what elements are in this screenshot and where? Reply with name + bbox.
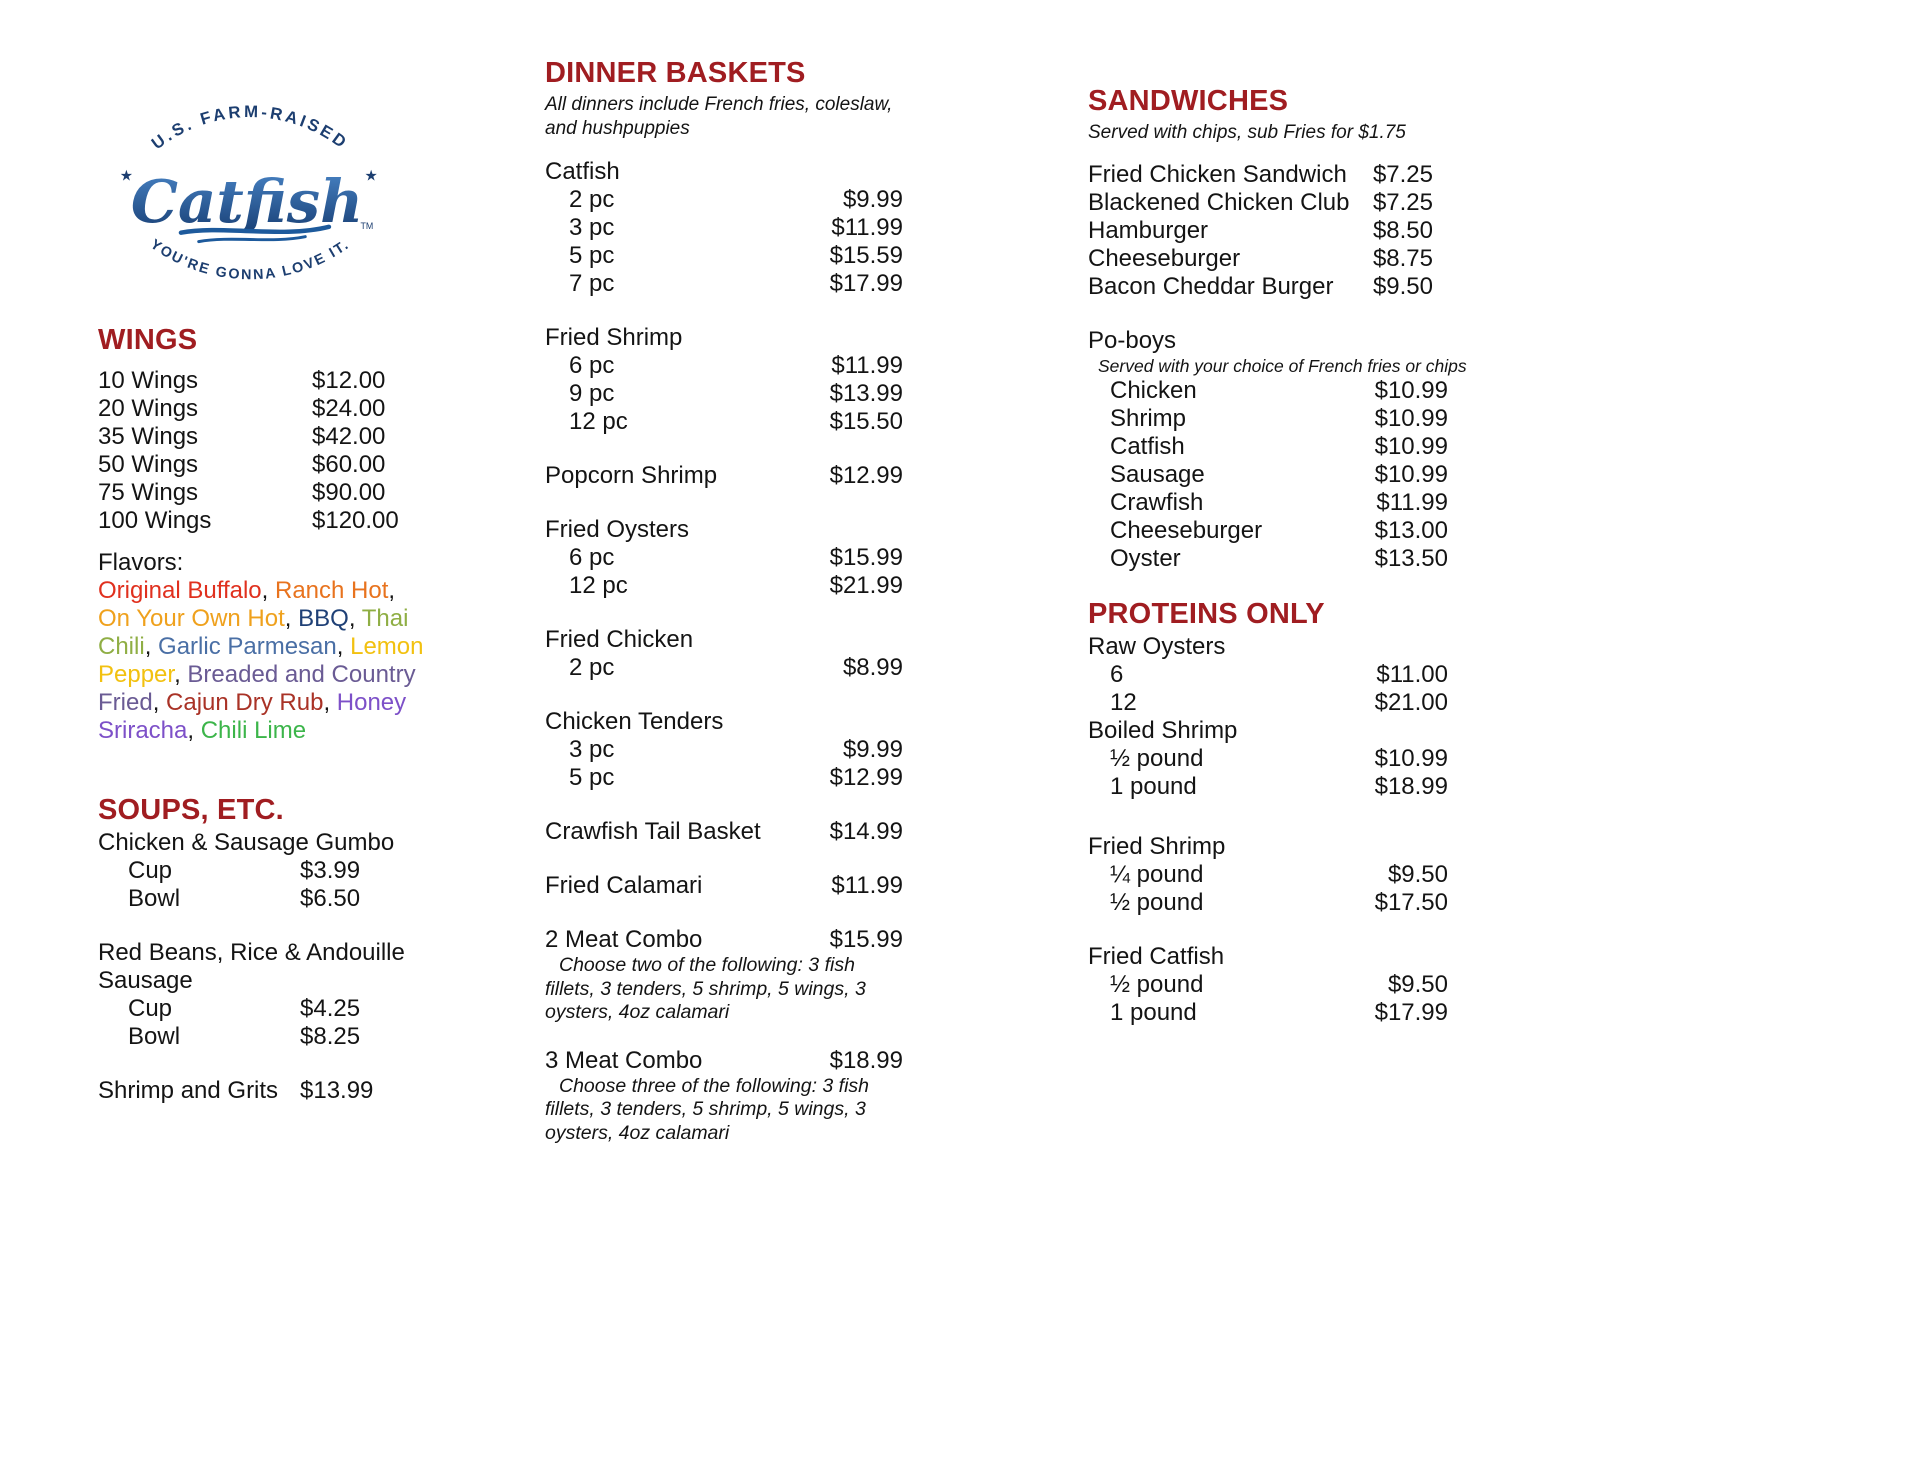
item-price: $8.75 [1372, 244, 1433, 272]
item-name: 3 Meat Combo [545, 1046, 703, 1074]
menu-row [545, 242, 903, 270]
item-name: 2 pc [569, 186, 615, 213]
flavor-name: Cajun Dry Rub [166, 689, 324, 716]
item-price: $13.99 [300, 1077, 374, 1104]
item-name: 12 [1110, 688, 1137, 716]
item-price: $12.99 [829, 764, 903, 791]
menu-row [1088, 273, 1448, 301]
item-price: $15.59 [829, 242, 903, 269]
item-name: 2 Meat Combo [545, 926, 703, 953]
menu-row [98, 1077, 436, 1105]
menu-row [545, 764, 903, 792]
item-name: Crawfish [1110, 488, 1204, 516]
menu-row [1088, 245, 1448, 273]
menu-row [1088, 405, 1448, 433]
item-price: $15.50 [829, 408, 903, 435]
right-column [1088, 84, 1467, 1027]
menu-row [545, 408, 903, 436]
item-price: $10.99 [1374, 376, 1448, 404]
menu-row [1088, 161, 1448, 189]
group-name: Fried Shrimp [545, 324, 683, 351]
item-price: $11.99 [831, 214, 903, 241]
flavor-name: Honey Sriracha [98, 689, 407, 744]
logo-wordmark: Catfish [130, 165, 364, 236]
menu-row [545, 380, 903, 408]
flavor-name: Original Buffalo [98, 577, 262, 604]
item-name: 12 pc [569, 572, 628, 599]
item-name: Catfish [1110, 432, 1185, 460]
group-name: Fried Catfish [1088, 942, 1225, 970]
item-name: 9 pc [569, 380, 615, 407]
group-name: Fried Chicken [545, 626, 694, 653]
item-price: $7.25 [1372, 188, 1433, 216]
menu-row [545, 462, 903, 490]
flavor-separator: , [261, 577, 275, 604]
item-name: Blackened Chicken Club [1088, 188, 1350, 216]
menu-row [1088, 189, 1448, 217]
menu-group [545, 158, 903, 298]
item-name: 6 [1110, 660, 1124, 688]
item-name: 3 pc [569, 214, 615, 241]
item-price: $7.25 [1372, 160, 1433, 188]
flavor-separator: , [348, 605, 362, 632]
menu-row [1088, 861, 1448, 889]
item-name: Bowl [128, 1023, 181, 1050]
group-name: Boiled Shrimp [1088, 716, 1238, 744]
item-name: Bowl [128, 885, 181, 912]
item-name: Cheeseburger [1110, 516, 1263, 544]
item-name: Oyster [1110, 544, 1181, 572]
item-name: Cup [128, 995, 173, 1022]
menu-row [98, 423, 436, 451]
section-soups [98, 793, 436, 1105]
flavor-name: Ranch Hot [275, 577, 389, 604]
item-name: Hamburger [1088, 216, 1209, 244]
item-name: ¼ pound [1110, 860, 1204, 888]
item-name: 6 pc [569, 352, 615, 379]
menu-group [98, 939, 436, 1051]
poboys-group [1088, 326, 1467, 573]
group-name: Raw Oysters [1088, 632, 1226, 660]
menu-row [1088, 545, 1448, 573]
flavor-separator: , [152, 689, 167, 716]
item-price: $11.99 [831, 872, 903, 899]
menu-row [545, 544, 903, 572]
item-name: 3 pc [569, 736, 615, 763]
star-icon: ★ [119, 168, 134, 185]
menu-row [545, 736, 903, 764]
item-name: 10 Wings [98, 367, 199, 394]
menu-row [545, 926, 903, 954]
flavor-separator: , [187, 717, 201, 744]
menu-row [98, 479, 436, 507]
section-dinner-baskets [545, 56, 903, 1145]
menu-row [545, 186, 903, 214]
menu-row [545, 872, 903, 900]
logo-tagline-top: U.S. FARM-RAISED [147, 102, 353, 154]
item-price: $120.00 [312, 507, 399, 534]
flavor-separator: , [336, 633, 351, 660]
item-price: $6.50 [300, 885, 361, 912]
menu-row [545, 214, 903, 242]
menu-row [545, 1047, 903, 1075]
group-name: Fried Oysters [545, 516, 690, 543]
flavor-separator: , [323, 689, 337, 716]
item-price: $8.99 [842, 654, 903, 681]
item-price: $90.00 [312, 479, 386, 506]
item-name: Sausage [1110, 460, 1205, 488]
item-price: $13.99 [829, 380, 903, 407]
item-price: $11.99 [1376, 488, 1448, 516]
logo-swoosh-icon [199, 237, 306, 242]
group-name: Po-boys [1088, 326, 1177, 354]
dinner-baskets-subtitle: All dinners include French fries, coleslaw, and hushpuppies [545, 94, 893, 139]
flavor-separator: , [174, 661, 188, 688]
trademark-symbol: TM [360, 220, 374, 231]
item-price: $10.99 [1374, 404, 1448, 432]
item-name: 5 pc [569, 764, 615, 791]
item-price: $17.50 [1374, 888, 1448, 916]
menu-group [1088, 633, 1448, 717]
item-price: $8.50 [1372, 216, 1433, 244]
menu-row [545, 654, 903, 682]
item-name: Crawfish Tail Basket [545, 818, 761, 845]
menu-group [545, 516, 903, 600]
flavor-name: On Your Own Hot [98, 605, 285, 632]
menu-row [98, 451, 436, 479]
sandwiches-subtitle: Served with chips, sub Fries for $1.75 [1088, 122, 1406, 143]
menu-row [98, 885, 436, 913]
menu-group [1088, 943, 1448, 1027]
menu-row [545, 818, 903, 846]
item-price: $10.99 [1374, 460, 1448, 488]
combo-note: Choose two of the following: 3 fish fillets, 3 tenders, 5 shrimp, 5 wings, 3 oysters, 4oz calamari [545, 954, 866, 1023]
group-name: Red Beans, Rice & Andouille Sausage [98, 939, 405, 994]
menu-group [545, 1047, 903, 1146]
menu-row [1088, 461, 1448, 489]
left-column [98, 52, 436, 1105]
item-name: 50 Wings [98, 451, 199, 478]
star-icon: ★ [364, 168, 378, 185]
item-price: $10.99 [1374, 432, 1448, 460]
section-sandwiches [1088, 84, 1467, 573]
section-proteins [1088, 597, 1448, 1027]
group-name: Fried Shrimp [1088, 832, 1226, 860]
item-price: $18.99 [1374, 772, 1448, 800]
item-name: 7 pc [569, 270, 615, 297]
flavor-name: BBQ [298, 605, 349, 632]
item-name: 1 pound [1110, 998, 1197, 1026]
menu-row [98, 395, 436, 423]
menu-row [545, 572, 903, 600]
menu-row [1088, 889, 1448, 917]
item-price: $42.00 [312, 423, 386, 450]
item-price: $12.99 [829, 462, 903, 489]
menu-row [1088, 971, 1448, 999]
item-name: Fried Calamari [545, 872, 703, 899]
menu-group [545, 626, 903, 682]
middle-column [545, 56, 903, 1145]
sandwiches-heading: SANDWICHES [1088, 85, 1289, 117]
flavor-name: Garlic Parmesan [158, 633, 337, 660]
menu-row [98, 1023, 436, 1051]
menu-group [1088, 833, 1448, 917]
item-price: $15.99 [829, 544, 903, 571]
item-price: $3.99 [300, 857, 361, 884]
menu-row [1088, 745, 1448, 773]
menu-row [98, 857, 436, 885]
item-price: $13.50 [1374, 544, 1448, 572]
menu-group [98, 829, 436, 913]
wings-heading: WINGS [98, 324, 198, 356]
dinner-baskets-heading: DINNER BASKETS [545, 57, 806, 89]
item-price: $9.50 [1387, 970, 1448, 998]
item-price: $12.00 [312, 367, 386, 394]
flavor-separator: , [144, 633, 159, 660]
item-name: Cheeseburger [1088, 244, 1241, 272]
flavors-label: Flavors: [98, 549, 184, 576]
item-name: Chicken [1110, 376, 1197, 404]
item-price: $15.99 [829, 926, 903, 953]
flavor-name: Thai Chili [98, 605, 409, 660]
flavor-separator: , [284, 605, 299, 632]
item-name: 12 pc [569, 408, 628, 435]
item-name: 6 pc [569, 544, 615, 571]
menu-row [1088, 433, 1448, 461]
menu-row [1088, 661, 1448, 689]
proteins-heading: PROTEINS ONLY [1088, 597, 1325, 630]
flavor-separator: , [388, 577, 396, 604]
combo-note: Choose three of the following: 3 fish fillets, 3 tenders, 5 shrimp, 5 wings, 3 oysters, 4oz calamari [545, 1074, 870, 1144]
wings-flavors-list [98, 577, 432, 745]
item-name: Cup [128, 857, 173, 884]
wings-price-list [98, 367, 436, 535]
item-name: 35 Wings [98, 423, 199, 450]
menu-row [1088, 689, 1448, 717]
item-name: 20 Wings [98, 395, 199, 422]
flavor-name: Chili Lime [200, 717, 307, 744]
item-name: Bacon Cheddar Burger [1088, 272, 1334, 300]
group-name: Catfish [545, 158, 620, 185]
item-price: $21.99 [829, 572, 903, 599]
item-price: $4.25 [300, 995, 361, 1022]
sandwiches-list [1088, 161, 1448, 301]
item-price: $13.00 [1374, 516, 1448, 544]
item-price: $11.99 [831, 352, 903, 379]
item-name: ½ pound [1110, 970, 1204, 998]
menu-row [1088, 773, 1448, 801]
item-name: Shrimp and Grits [98, 1077, 279, 1104]
menu-row [1088, 999, 1448, 1027]
menu-row [98, 995, 436, 1023]
item-name: 75 Wings [98, 479, 199, 506]
menu-row [1088, 217, 1448, 245]
item-price: $8.25 [300, 1023, 361, 1050]
menu-row [98, 367, 436, 395]
menu-group [545, 324, 903, 436]
poboys-note: Served with your choice of French fries or chips [1098, 355, 1467, 376]
item-price: $24.00 [312, 395, 386, 422]
item-price: $60.00 [312, 451, 386, 478]
catfish-logo [102, 52, 398, 299]
item-name: Fried Chicken Sandwich [1088, 160, 1347, 188]
item-price: $21.00 [1374, 688, 1448, 716]
item-price: $11.00 [1376, 660, 1448, 688]
menu-row [1088, 517, 1448, 545]
item-price: $9.99 [842, 186, 903, 213]
flavor-name: Lemon Pepper [98, 633, 424, 688]
logo-tagline-bottom: YOU'RE GONNA LOVE IT. [147, 236, 353, 284]
flavor-name: Breaded and Country Fried [98, 661, 416, 716]
item-price: $9.50 [1387, 860, 1448, 888]
menu-row [545, 270, 903, 298]
item-name: 100 Wings [98, 507, 212, 534]
item-price: $9.50 [1372, 272, 1433, 300]
menu-row [1088, 377, 1448, 405]
item-name: Popcorn Shrimp [545, 462, 718, 489]
item-price: $9.99 [842, 736, 903, 763]
item-name: ½ pound [1110, 744, 1204, 772]
item-price: $18.99 [829, 1046, 903, 1074]
group-name: Chicken Tenders [545, 708, 724, 735]
item-name: 5 pc [569, 242, 615, 269]
item-name: 2 pc [569, 654, 615, 681]
menu-group [545, 926, 903, 1025]
item-price: $17.99 [829, 270, 903, 297]
section-wings [98, 323, 436, 745]
menu-row [545, 352, 903, 380]
item-price: $14.99 [829, 818, 903, 845]
menu-group [1088, 717, 1448, 801]
menu-row [98, 507, 436, 535]
soups-heading: SOUPS, ETC. [98, 794, 284, 826]
item-price: $10.99 [1374, 744, 1448, 772]
item-name: ½ pound [1110, 888, 1204, 916]
item-price: $17.99 [1374, 998, 1448, 1026]
menu-group [545, 708, 903, 792]
item-name: Shrimp [1110, 404, 1187, 432]
group-name: Chicken & Sausage Gumbo [98, 829, 395, 856]
item-name: 1 pound [1110, 772, 1197, 800]
menu-row [1088, 489, 1448, 517]
